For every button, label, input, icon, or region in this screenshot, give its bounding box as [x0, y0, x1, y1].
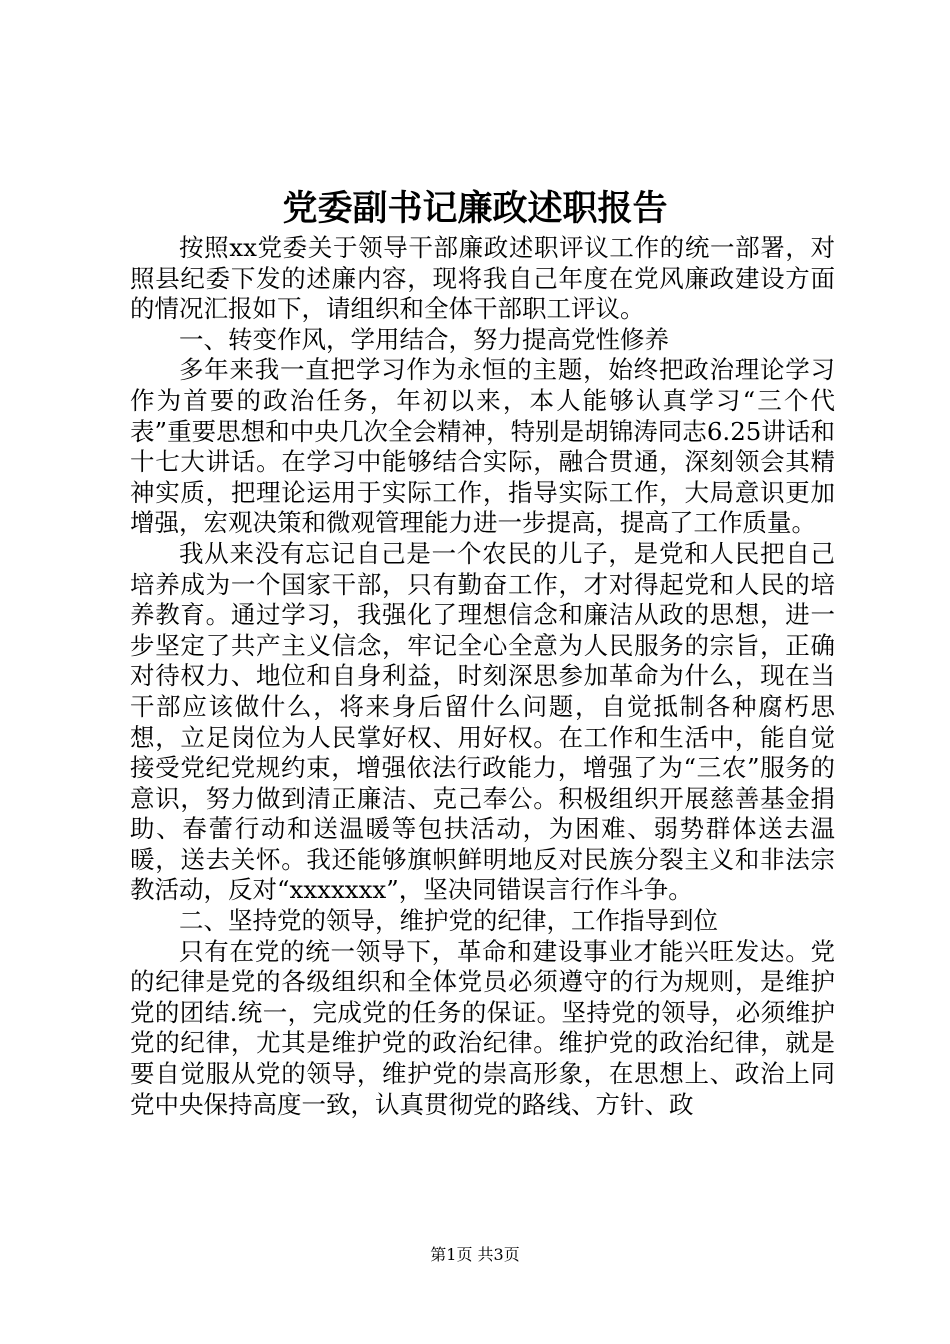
body-paragraph: 只有在党的统一领导下，革命和建设事业才能兴旺发达。党的纪律是党的各级组织和全体党员必须遵守的行为规则，是维护党的团结.统一，完成党的任务的保证。坚持党的领导，必须维护党的纪律，尤其是维护党的政治纪律。维护党的政治纪律，就是要自觉服从党的领导，维护党的崇高形象，在思想上、政治上同党中央保持高度一致，认真贯彻党的路线、方针、政: [130, 936, 835, 1119]
intro-paragraph: 按照xx党委关于领导干部廉政述职评议工作的统一部署，对照县纪委下发的述廉内容，现将我自己年度在党风廉政建设方面的情况汇报如下，请组织和全体干部职工评议。: [130, 233, 835, 324]
document-body: [130, 233, 835, 1120]
body-paragraph: 我从来没有忘记自己是一个农民的儿子，是党和人民把自己培养成为一个国家干部，只有勤奋工作，才对得起党和人民的培养教育。通过学习，我强化了理想信念和廉洁从政的思想，进一步坚定了共产主义信念，牢记全心全意为人民服务的宗旨，正确对待权力、地位和自身利益，时刻深思参加革命为什么，现在当干部应该做什么，将来身后留什么问题，自觉抵制各种腐朽思想，立足岗位为人民掌好权、用好权。在工作和生活中，能自觉接受党纪党规约束，增强依法行政能力，增强了为“三农”服务的意识，努力做到清正廉洁、克己奉公。积极组织开展慈善基金捐助、春蕾行动和送温暖等包扶活动，为困难、弱势群体送去温暖，送去关怀。我还能够旗帜鲜明地反对民族分裂主义和非法宗教活动，反对“xxxxxxx”，坚决同错误言行作斗争。: [130, 538, 835, 905]
page-number-footer: 第1页 共3页: [430, 1245, 520, 1264]
document-title: 党委副书记廉政述职报告: [282, 188, 668, 229]
body-paragraph: 多年来我一直把学习作为永恒的主题，始终把政治理论学习作为首要的政治任务，年初以来，本人能够认真学习“三个代表”重要思想和中央几次全会精神，特别是胡锦涛同志6.25讲话和十七大讲话。在学习中能够结合实际，融合贯通，深刻领会其精神实质，把理论运用于实际工作，指导实际工作，大局意识更加增强，宏观决策和微观管理能力进一步提高，提高了工作质量。: [130, 355, 835, 538]
section-heading-2: 二、坚持党的领导，维护党的纪律，工作指导到位: [179, 906, 718, 936]
section-heading-1: 一、转变作风，学用结合，努力提高党性修养: [179, 324, 669, 354]
